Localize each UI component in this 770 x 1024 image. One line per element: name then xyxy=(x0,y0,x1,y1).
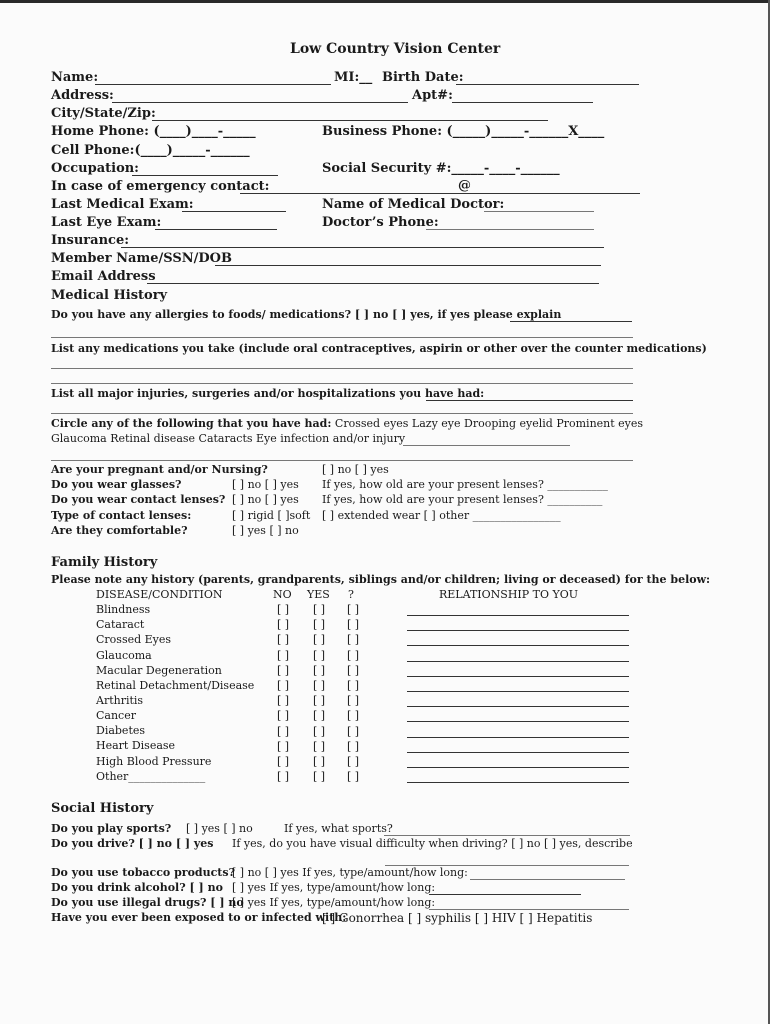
allergies-question: Do you have any allergies to foods/ medications? [ ] no [ ] yes, if yes please explain xyxy=(51,308,562,321)
checkbox-unknown[interactable]: [ ] xyxy=(347,618,360,631)
exposed-question: Have you ever been exposed to or infected with: xyxy=(51,911,347,924)
emergency-contact-field[interactable] xyxy=(240,193,640,194)
relationship-field[interactable] xyxy=(407,721,629,722)
family-history-instruction: Please note any history (parents, grandparents, siblings and/or children; living or deceased) for the below: xyxy=(51,573,711,586)
relationship-field[interactable] xyxy=(407,737,629,738)
circle-conditions xyxy=(51,417,643,430)
city-state-zip-field[interactable] xyxy=(152,120,548,121)
pregnant-question: Are your pregnant and/or Nursing? xyxy=(51,463,268,476)
condition-name: Cancer xyxy=(96,709,136,722)
drugs-question[interactable]: Do you use illegal drugs? [ ] no xyxy=(51,896,244,909)
medical-doctor-field[interactable] xyxy=(484,211,594,212)
family-history-heading: Family History xyxy=(51,555,158,570)
checkbox-yes[interactable]: [ ] xyxy=(313,633,326,646)
birth-date-field[interactable] xyxy=(456,84,639,85)
contacts-age: If yes, how old are your present lenses? __________ xyxy=(322,493,603,506)
condition-name: Blindness xyxy=(96,603,151,616)
alcohol-options[interactable]: [ ] yes If yes, type/amount/how long: xyxy=(232,881,436,894)
checkbox-yes[interactable]: [ ] xyxy=(313,740,326,753)
relationship-field[interactable] xyxy=(407,782,629,783)
checkbox-no[interactable]: [ ] xyxy=(277,709,290,722)
scan-edge-top xyxy=(0,0,770,3)
relationship-field[interactable] xyxy=(407,752,629,753)
circle-conditions-options-2: Glaucoma Retinal disease Cataracts Eye infection and/or injury xyxy=(51,432,406,445)
drive-followup[interactable]: If yes, do you have visual difficulty when driving? [ ] no [ ] yes, describe xyxy=(232,837,633,850)
relationship-field[interactable] xyxy=(407,661,629,662)
relationship-field[interactable] xyxy=(407,706,629,707)
cell-phone-label: Cell Phone:(____)_____-______ xyxy=(51,143,250,158)
medications-line-2[interactable] xyxy=(51,383,633,384)
business-phone-label: Business Phone: (_____)_____-______X____ xyxy=(322,124,605,139)
condition-name: Arthritis xyxy=(96,694,144,707)
drugs-field[interactable] xyxy=(429,909,629,910)
mi-label: MI:__ xyxy=(334,70,373,85)
checkbox-unknown[interactable]: [ ] xyxy=(347,603,360,616)
home-phone-label: Home Phone: (____)____-_____ xyxy=(51,124,256,139)
checkbox-no[interactable]: [ ] xyxy=(277,679,290,692)
contacts-question: Do you wear contact lenses? xyxy=(51,493,226,506)
checkbox-yes[interactable]: [ ] xyxy=(313,725,326,738)
injuries-field[interactable] xyxy=(426,400,633,401)
checkbox-yes[interactable]: [ ] xyxy=(313,694,326,707)
checkbox-unknown[interactable]: [ ] xyxy=(347,649,360,662)
exposed-options[interactable]: [ ] Gonorrhea [ ] syphilis [ ] HIV [ ] Hepatitis xyxy=(322,911,593,925)
insurance-label: Insurance: xyxy=(51,233,130,248)
checkbox-yes[interactable]: [ ] xyxy=(313,770,326,783)
checkbox-no[interactable]: [ ] xyxy=(277,603,290,616)
checkbox-yes[interactable]: [ ] xyxy=(313,618,326,631)
condition-name: Glaucoma xyxy=(96,649,152,662)
checkbox-yes[interactable]: [ ] xyxy=(313,664,326,677)
contacts-options[interactable]: [ ] no [ ] yes xyxy=(232,493,299,506)
tobacco-question: Do you use tobacco products? xyxy=(51,866,236,879)
last-medical-exam-label: Last Medical Exam: xyxy=(51,197,194,212)
condition-name: Macular Degeneration xyxy=(96,664,222,677)
checkbox-no[interactable]: [ ] xyxy=(277,740,290,753)
relationship-field[interactable] xyxy=(407,630,629,631)
checkbox-no[interactable]: [ ] xyxy=(277,649,290,662)
col-condition: DISEASE/CONDITION xyxy=(96,588,223,601)
glasses-age: If yes, how old are your present lenses? ___________ xyxy=(322,478,608,491)
checkbox-yes[interactable]: [ ] xyxy=(313,649,326,662)
sports-question: Do you play sports? xyxy=(51,822,172,835)
checkbox-yes[interactable]: [ ] xyxy=(313,679,326,692)
condition-name: Heart Disease xyxy=(96,739,176,752)
doctor-phone-field[interactable] xyxy=(426,229,594,230)
checkbox-no[interactable]: [ ] xyxy=(277,755,290,768)
eye-infection-field[interactable] xyxy=(403,445,570,446)
relationship-field[interactable] xyxy=(407,615,629,616)
checkbox-unknown[interactable]: [ ] xyxy=(347,679,360,692)
drive-question[interactable]: Do you drive? [ ] no [ ] yes xyxy=(51,837,214,850)
sports-followup: If yes, what sports? xyxy=(284,822,393,835)
city-state-zip-label: City/State/Zip: xyxy=(51,106,156,121)
condition-name: Diabetes xyxy=(96,724,146,737)
address-label: Address: xyxy=(51,88,114,103)
checkbox-unknown[interactable]: [ ] xyxy=(347,740,360,753)
checkbox-yes[interactable]: [ ] xyxy=(313,709,326,722)
ssn-label: Social Security #:_____-____-______ xyxy=(322,161,560,176)
apt-label: Apt#: xyxy=(412,88,453,103)
condition-name: Other______________ xyxy=(96,770,206,783)
last-medical-exam-field[interactable] xyxy=(182,211,286,212)
relationship-field[interactable] xyxy=(407,676,629,677)
tobacco-options[interactable]: [ ] no [ ] yes If yes, type/amount/how long: xyxy=(232,866,468,879)
col-unknown: ? xyxy=(348,588,354,601)
form-title: Low Country Vision Center xyxy=(290,41,501,57)
sports-options[interactable]: [ ] yes [ ] no xyxy=(186,822,253,835)
col-no: NO xyxy=(273,588,292,601)
medications-question: List any medications you take (include oral contraceptives, aspirin or other over the counter medications) xyxy=(51,342,707,355)
circle-conditions-options-1: Crossed eyes Lazy eye Drooping eyelid Prominent eyes xyxy=(334,417,644,430)
checkbox-unknown[interactable]: [ ] xyxy=(347,633,360,646)
contact-type-question: Type of contact lenses: xyxy=(51,509,192,522)
condition-name: Crossed Eyes xyxy=(96,633,172,646)
comfortable-question: Are they comfortable? xyxy=(51,524,188,537)
member-field[interactable] xyxy=(215,265,601,266)
injuries-extra-line[interactable] xyxy=(51,413,633,414)
emergency-contact-label: In case of emergency contact: xyxy=(51,179,270,194)
condition-name: Cataract xyxy=(96,618,145,631)
medical-history-heading: Medical History xyxy=(51,288,168,303)
checkbox-unknown[interactable]: [ ] xyxy=(347,709,360,722)
alcohol-field[interactable] xyxy=(429,894,581,895)
checkbox-unknown[interactable]: [ ] xyxy=(347,770,360,783)
circle-extra-line[interactable] xyxy=(51,460,633,461)
checkbox-unknown[interactable]: [ ] xyxy=(347,664,360,677)
glasses-options[interactable]: [ ] no [ ] yes xyxy=(232,478,299,491)
checkbox-unknown[interactable]: [ ] xyxy=(347,755,360,768)
apt-field[interactable] xyxy=(452,102,593,103)
checkbox-unknown[interactable]: [ ] xyxy=(347,725,360,738)
birth-date-label: Birth Date: xyxy=(382,70,464,85)
contact-type-options[interactable]: [ ] rigid [ ]soft xyxy=(232,509,311,522)
checkbox-yes[interactable]: [ ] xyxy=(313,603,326,616)
allergies-field[interactable] xyxy=(510,321,632,322)
email-field[interactable] xyxy=(147,283,599,284)
email-label: Email Address xyxy=(51,269,156,284)
medical-doctor-label: Name of Medical Doctor: xyxy=(322,197,505,212)
checkbox-unknown[interactable]: [ ] xyxy=(347,694,360,707)
checkbox-yes[interactable]: [ ] xyxy=(313,755,326,768)
name-label: Name: xyxy=(51,70,99,85)
last-eye-exam-field[interactable] xyxy=(155,229,277,230)
member-label: Member Name/SSN/DOB xyxy=(51,251,232,266)
sports-field[interactable] xyxy=(384,835,630,836)
insurance-field[interactable] xyxy=(121,247,604,248)
address-field[interactable] xyxy=(112,102,408,103)
occupation-field[interactable] xyxy=(132,175,278,176)
checkbox-no[interactable]: [ ] xyxy=(277,694,290,707)
pregnant-options[interactable]: [ ] no [ ] yes xyxy=(322,463,389,476)
condition-name: Retinal Detachment/Disease xyxy=(96,679,255,692)
relationship-field[interactable] xyxy=(407,767,629,768)
alcohol-question[interactable]: Do you drink alcohol? [ ] no xyxy=(51,881,223,894)
doctor-phone-label: Doctor’s Phone: xyxy=(322,215,439,230)
relationship-field[interactable] xyxy=(407,645,629,646)
occupation-label: Occupation: xyxy=(51,161,139,176)
contact-type-extra[interactable]: [ ] extended wear [ ] other ________________ xyxy=(322,509,561,522)
checkbox-no[interactable]: [ ] xyxy=(277,618,290,631)
last-eye-exam-label: Last Eye Exam: xyxy=(51,215,162,230)
circle-conditions-label: Circle any of the following that you have had: xyxy=(51,417,332,430)
social-history-heading: Social History xyxy=(51,801,154,816)
checkbox-no[interactable]: [ ] xyxy=(277,725,290,738)
col-relationship: RELATIONSHIP TO YOU xyxy=(439,588,579,601)
tobacco-field[interactable] xyxy=(470,879,625,880)
relationship-field[interactable] xyxy=(407,691,629,692)
col-yes: YES xyxy=(307,588,330,601)
medications-line-1[interactable] xyxy=(51,368,633,369)
condition-name: High Blood Pressure xyxy=(96,755,212,768)
at-symbol: @ xyxy=(458,178,471,193)
checkbox-no[interactable]: [ ] xyxy=(277,664,290,677)
checkbox-no[interactable]: [ ] xyxy=(277,633,290,646)
drugs-options[interactable]: [ ] yes If yes, type/amount/how long: xyxy=(232,896,436,909)
allergies-extra-line[interactable] xyxy=(51,337,633,338)
checkbox-no[interactable]: [ ] xyxy=(277,770,290,783)
comfortable-options[interactable]: [ ] yes [ ] no xyxy=(232,524,299,537)
glasses-question: Do you wear glasses? xyxy=(51,478,182,491)
injuries-question: List all major injuries, surgeries and/or hospitalizations you have had: xyxy=(51,387,485,400)
name-field[interactable] xyxy=(95,84,331,85)
